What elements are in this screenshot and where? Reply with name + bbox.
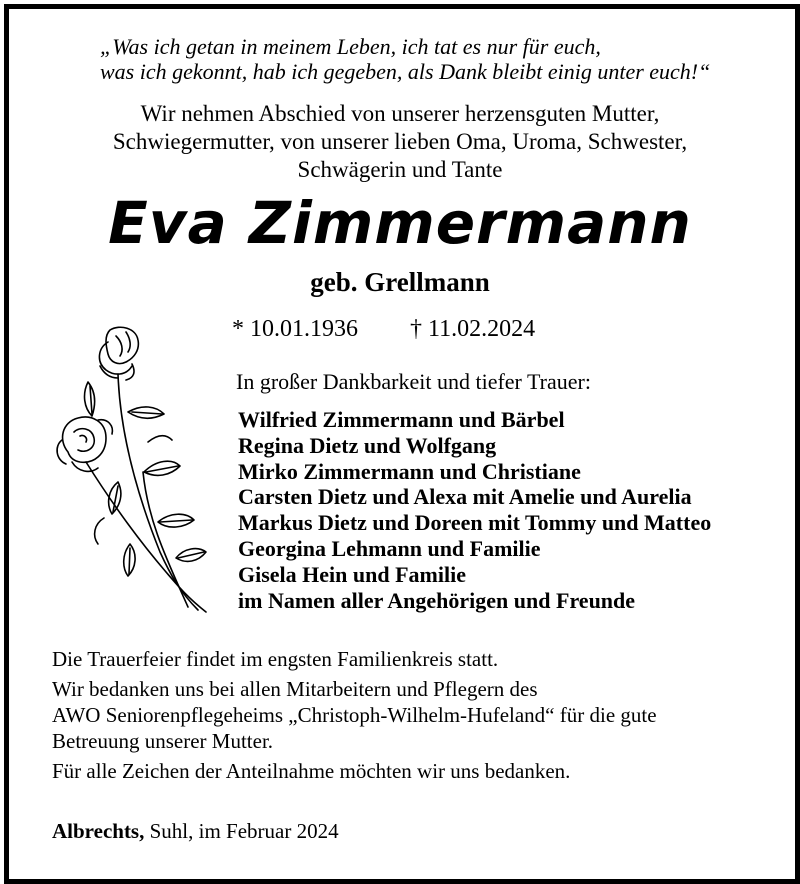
staff-thanks-line: Wir bedanken uns bei allen Mitarbeitern und Pflegern des (52, 677, 538, 701)
mourner-entry: Regina Dietz und Wolfgang (238, 432, 497, 458)
closing-place: Albrechts, (52, 819, 145, 843)
closing-date: Suhl, im Februar 2024 (144, 819, 339, 843)
mourner-entry: Gisela Hein und Familie (238, 561, 466, 587)
funeral-note: Die Trauerfeier findet im engsten Familienkreis statt. (52, 647, 499, 671)
intro-line: Wir nehmen Abschied von unserer herzensguten Mutter, (140, 101, 660, 126)
deceased-name: Eva Zimmermann (108, 189, 692, 257)
staff-thanks (52, 676, 752, 754)
mourners-intro: In großer Dankbarkeit und tiefer Trauer: (236, 369, 591, 394)
mourner-entry: Markus Dietz und Doreen mit Tommy und Matteo (238, 510, 712, 536)
maiden-name: geb. Grellmann (310, 267, 490, 297)
farewell-intro (0, 100, 800, 184)
mourners-list (238, 407, 711, 613)
life-dates (232, 314, 535, 344)
staff-thanks-line: Betreuung unserer Mutter. (52, 729, 274, 753)
quote-line: was ich gekonnt, hab ich gegeben, als Dank bleibt einig unter euch!“ (100, 59, 711, 84)
epigraph-quote (100, 34, 710, 84)
death-date: † 11.02.2024 (410, 316, 536, 342)
closing-line (52, 818, 339, 844)
condolence-thanks: Für alle Zeichen der Anteilnahme möchten wir uns bedanken. (52, 759, 571, 783)
mourner-entry: im Namen aller Angehörigen und Freunde (238, 587, 636, 613)
birth-date: * 10.01.1936 (232, 316, 358, 342)
mourner-entry: Carsten Dietz und Alexa mit Amelie und Aurelia (238, 484, 692, 510)
notice-body (52, 646, 752, 788)
rose-icon (48, 322, 218, 617)
staff-thanks-line: AWO Seniorenpflegeheims „Christoph-Wilhelm-Hufeland“ für die gute (52, 703, 657, 727)
mourner-entry: Mirko Zimmermann und Christiane (238, 458, 581, 484)
quote-line: „Was ich getan in meinem Leben, ich tat es nur für euch, (100, 34, 601, 59)
intro-line: Schwägerin und Tante (297, 157, 503, 182)
mourner-entry: Georgina Lehmann und Familie (238, 535, 541, 561)
mourner-entry: Wilfried Zimmermann und Bärbel (238, 407, 565, 432)
intro-line: Schwiegermutter, von unserer lieben Oma, Uroma, Schwester, (112, 129, 688, 154)
